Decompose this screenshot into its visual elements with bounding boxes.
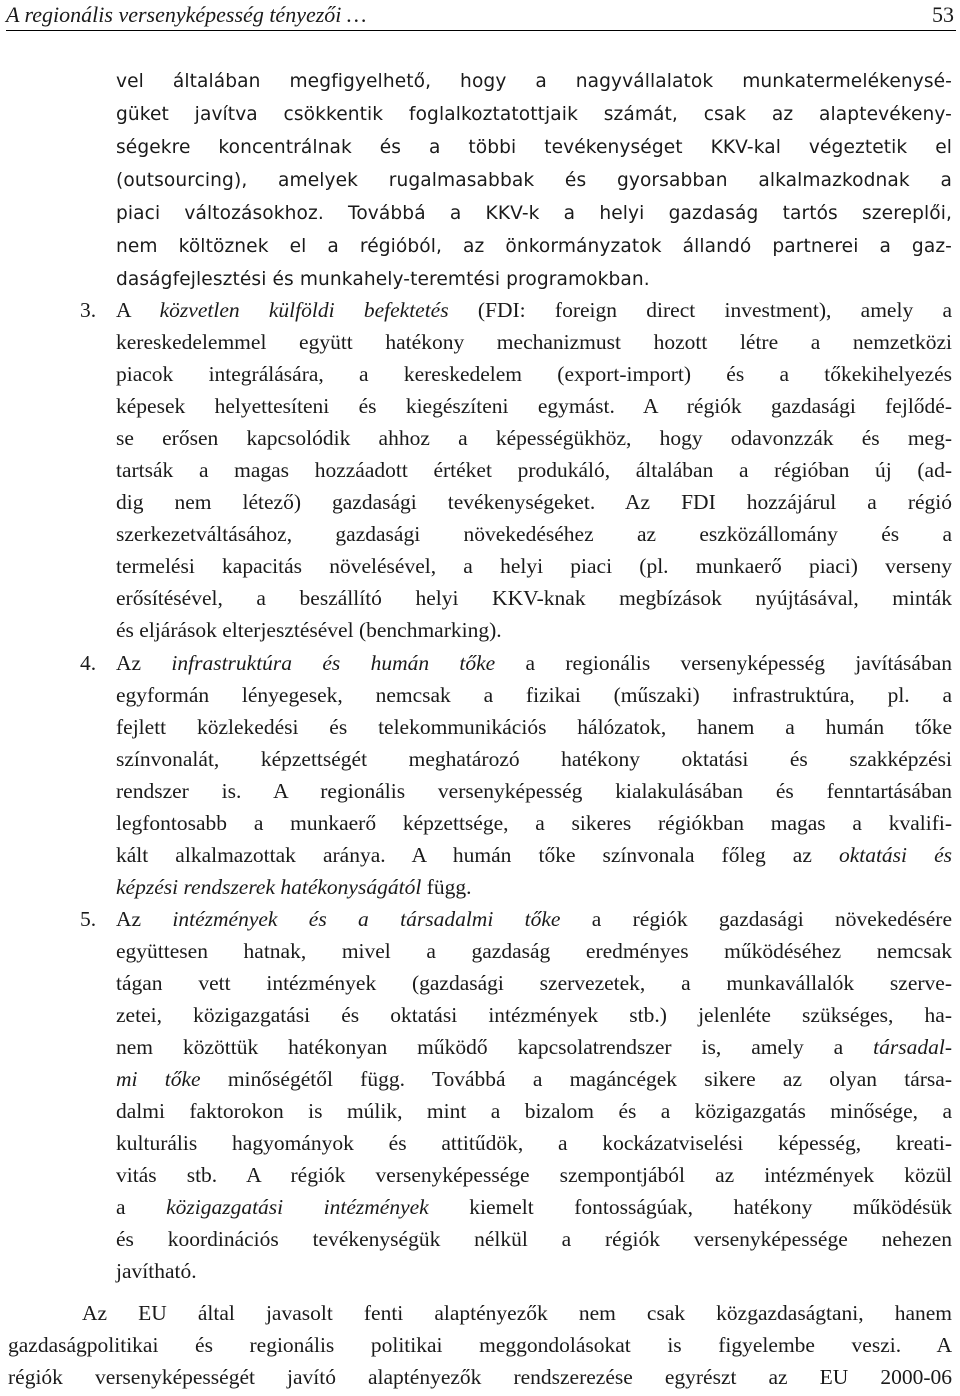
text-line: vitás stb. A régiók versenyképessége szempontjából az intézmények közül [116, 1163, 952, 1187]
text-line: se erősen kapcsolódik ahhoz a képességükhöz, hogy odavonzzák és meg- [116, 426, 952, 450]
text-span: nem közöttük hatékonyan működő kapcsolatrendszer is, amely a [116, 1035, 874, 1059]
text-line: nem költöznek el a régióból, az önkormányzatok állandó partnerei a gaz- [116, 236, 952, 257]
text-line: dig nem létező) gazdasági tevékenységeket. Az FDI hozzájárul a régió [116, 490, 952, 514]
text-line [116, 1034, 952, 1060]
italic-term: közvetlen külföldi befektetés [159, 298, 449, 322]
text-line: kulturális hagyományok és attitűdök, a kockázatviselési képesség, kreati- [116, 1131, 952, 1155]
italic-term: képzési rendszerek hatékonyságától [116, 875, 422, 899]
text-line: zetei, közigazgatási és oktatási intézmények stb.) jelenléte szükséges, ha- [116, 1003, 952, 1027]
text-line: piacok integrálására, a kereskedelem (export-import) és a tőkekihelyezés [116, 362, 952, 386]
text-span: a régiók gazdasági növekedésére [560, 907, 952, 931]
text-line: színvonalát, képzettségét meghatározó hatékony oktatási és szakképzési [116, 747, 952, 771]
text-span: a regionális versenyképesség javításában [495, 651, 952, 675]
running-header [6, 0, 956, 31]
list-item-number: 3. [80, 298, 97, 322]
text-line: képesek helyettesíteni és kiegészíteni egymást. A régiók gazdasági fejlődé- [116, 394, 952, 418]
text-line: tágan vett intézmények (gazdasági szervezetek, a munkavállalók szerve- [116, 971, 952, 995]
page-number: 53 [932, 2, 954, 27]
text-line [116, 297, 952, 323]
text-line: szerkezetváltásához, gazdasági növekedéséhez az eszközállomány és a [116, 522, 952, 546]
text-line [116, 1194, 952, 1220]
text-line [116, 1066, 952, 1092]
list-item-number: 4. [80, 651, 97, 675]
text-line: piaci változásokhoz. Továbbá a KKV-k a helyi gazdaság tartós szereplői, [116, 203, 952, 224]
text-line: dalmi faktorokon is múlik, mint a bizalom és a közigazgatás minősége, a [116, 1099, 952, 1123]
text-line [116, 874, 471, 900]
text-line: erősítésével, a beszállító helyi KKV-knak megbízások nyújtásával, minták [116, 586, 952, 610]
text-span: kiemelt fontosságúak, hatékony működésük [428, 1195, 953, 1219]
text-line: kereskedelemmel együtt hatékony mechanizmust hozott létre a nemzetközi [116, 330, 952, 354]
italic-term: mi tőke [116, 1067, 201, 1091]
text-line: rendszer is. A regionális versenyképesség kialakulásában és fenntartásában [116, 779, 952, 803]
text-span: A [116, 298, 160, 322]
text-span: minőségétől függ. Továbbá a magáncégek sikere az olyan társa- [200, 1067, 953, 1091]
text-line: gazdaságpolitikai és regionális politikai meggondolásokat is figyelembe veszi. A [8, 1333, 952, 1357]
text-line: tartsák a magas hozzáadott értéket produkáló, általában a régióban új (ad- [116, 458, 952, 482]
text-line: termelési kapacitás növelésével, a helyi piaci (pl. munkaerő piaci) verseny [116, 554, 952, 578]
text-span: függ. [421, 875, 472, 899]
text-line: egyformán lényegesek, nemcsak a fizikai (műszaki) infrastruktúra, pl. a [116, 683, 952, 707]
italic-term: infrastruktúra és humán tőke [171, 651, 496, 675]
text-line [116, 842, 952, 868]
text-line: legfontosabb a munkaerő képzettsége, a sikeres régiókban magas a kvalifi- [116, 811, 952, 835]
text-line: régiók versenyképességét javító alaptényezők rendszerezése egyrészt az EU 2000-06 [8, 1365, 952, 1389]
text-line: és eljárások elterjesztésével (benchmarking). [116, 618, 502, 642]
italic-term: intézmények és a társadalmi tőke [172, 907, 561, 931]
italic-term: közigazgatási intézmények [166, 1195, 429, 1219]
text-span: kált alkalmazottak aránya. A humán tőke színvonala főleg az [116, 843, 839, 867]
text-line: javítható. [116, 1259, 197, 1283]
text-line: és koordinációs tevékenységük nélkül a régiók versenyképessége nehezen [116, 1227, 952, 1251]
text-line: vel általában megfigyelhető, hogy a nagyvállalatok munkatermelékenysé- [116, 71, 952, 92]
text-line [116, 650, 952, 676]
text-line: ségekre koncentrálnak és a többi tevékenységet KKV-kal végeztetik el [116, 137, 952, 158]
text-line: Az EU által javasolt fenti alaptényezők nem csak közgazdaságtani, hanem [82, 1301, 952, 1325]
running-header-title: A regionális versenyképesség tényezői … [6, 2, 367, 27]
text-line [116, 906, 952, 932]
text-span: a [116, 1195, 167, 1219]
text-span: Az [116, 651, 172, 675]
text-line: fejlett közlekedési és telekommunikációs hálózatok, hanem a humán tőke [116, 715, 952, 739]
italic-term: oktatási és [838, 843, 952, 867]
text-line: együttesen hatnak, mivel a gazdaság eredményes működéséhez nemcsak [116, 939, 952, 963]
text-line: daságfejlesztési és munkahely-teremtési programokban. [116, 269, 650, 290]
list-item-number: 5. [80, 907, 97, 931]
italic-term: társadal- [873, 1035, 952, 1059]
text-span: (FDI: foreign direct investment), amely a [448, 298, 953, 322]
text-line: güket javítva csökkentik foglalkoztatottjaik számát, csak az alaptevékeny- [116, 104, 952, 125]
text-line: (outsourcing), amelyek rugalmasabbak és gyorsabban alkalmazkodnak a [116, 170, 952, 191]
text-span: Az [116, 907, 173, 931]
